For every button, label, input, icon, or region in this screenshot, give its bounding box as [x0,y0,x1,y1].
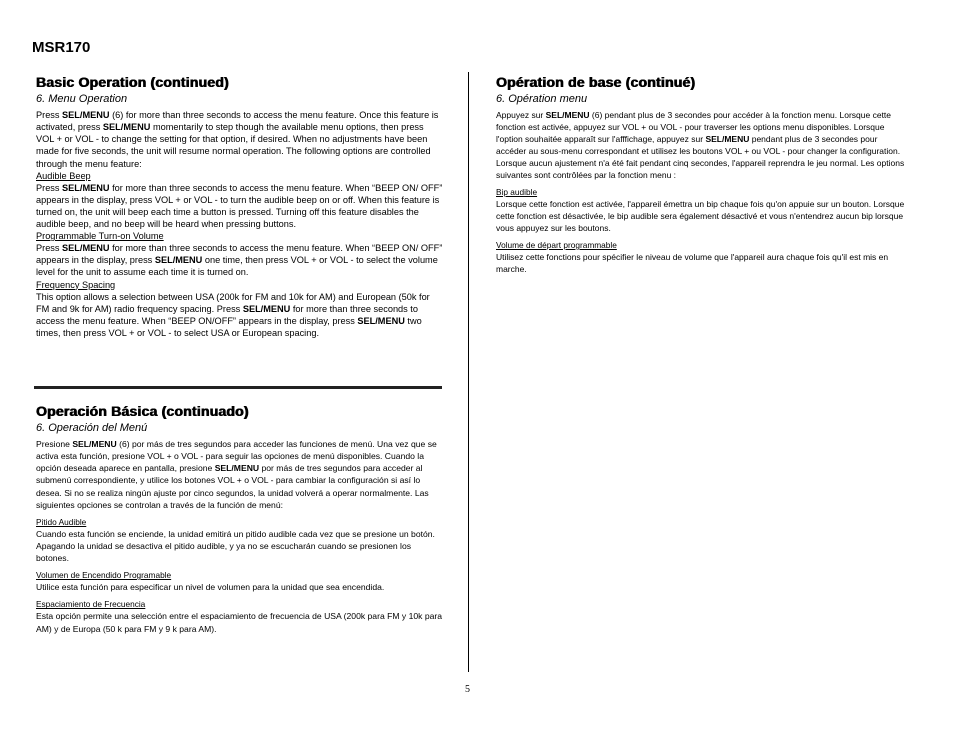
column-divider [468,72,469,672]
french-section [496,76,908,275]
model-name: MSR170 [32,39,91,56]
spanish-turnon-text: Utilice esta función para especificar un nivel de volumen para la unidad que sea encendida. [36,582,385,593]
spanish-section [36,405,444,635]
french-beep-text: Lorsque cette fonction est activée, l'appareil émettra un bip chaque fois qu'on appuie sur un bouton. Lorsque cette fonction est désactivée, le bip audible sera également désactivé et vous n'entendrez aucun bip lorsque vous appuyez sur les boutons. [496,199,905,233]
english-beep-title: Audible Beep [36,170,91,181]
english-spacing-title: Frequency Spacing [36,279,116,290]
spanish-spacing-title: Espaciamiento de Frecuencia [36,599,146,610]
spanish-turnon-title: Volumen de Encendido Programable [36,570,172,581]
english-subheading: 6. Menu Operation [36,93,128,106]
section-divider [34,386,442,389]
spanish-spacing-text: Esta opción permite una selección entre el espaciamiento de frecuencia de USA (200k para FM y 10k para AM) y de Europa (50 k para FM y 9 k para AM). [36,611,443,634]
spanish-beep-text: Cuando esta función se enciende, la unidad emitirá un pitido audible cada vez que se presione un botón. Apagando la unidad se desactiva el pitido audible, y ya no se escucharán cuando se presionen los botones. [36,528,435,564]
english-beep-text: Press SEL/MENU for more than three seconds to access the menu feature. When “BEEP ON/ OFF” appears in the display, press VOL + or VOL - to turn the audible beep on or off. When this feature is turned on, the unit will beep each time a button is pressed. Turning off this feature disables the audible beep, and no beep will be heard when pressing buttons. [36,182,443,230]
english-intro: Press SEL/MENU (6) for more than three seconds to access the menu feature. Once this feature is activated, press SEL/MENU momentarily to step though the available menu options, then press VOL + or VOL - to change the setting for that option, if desired. When no adjustments have been made for five seconds, the unit will resume normal operation. The following options are controlled through the menu feature: [36,110,439,169]
spanish-beep-title: Pitido Audible [36,516,87,527]
english-turnon-text: Press SEL/MENU for more than three seconds to access the menu feature. When “BEEP ON/ OFF” appears in the display, press SEL/MENU one time, then press VOL + or VOL - to select the volume level for the unit to assume each time it is turned on. [36,243,443,278]
spanish-intro: Presione SEL/MENU (6) por más de tres segundos para acceder las funciones de menú. Una vez que se activa esta función, presione VOL + o VOL - para seguir las opciones de menú disponibles. Cuando la opción deseada aparece en pantalla, presione SEL/MENU por más de tres segundos para acceder al submenú correspondiente, y utilice los botones VOL + o VOL - para cambiar la configuración si así lo desea. Si no se realiza ningún ajuste por cinco segundos, la unidad volverá a operar normalmente. Las siguientes opciones se controlan a través de la función de menú: [36,439,437,510]
spanish-subheading: 6. Operación del Menú [36,422,148,435]
english-turnon-title: Programmable Turn-on Volume [36,231,164,242]
spanish-heading: Operación Básica (continuado) [36,403,249,419]
english-heading: Basic Operation (continued) [36,74,229,90]
french-beep-title: Bip audible [496,187,538,197]
french-turnon-text: Utilisez cette fonctions pour spécifier le niveau de volume que l'appareil aura chaque fois qu'il est mis en marche. [496,252,889,274]
french-intro: Appuyez sur SEL/MENU (6) pendant plus de 3 secondes pour accéder à la fonction menu. Lorsque cette fonction est activée, appuyez sur VOL + ou VOL - pour traverser les options menu disponibles. Lorsque l'option souhaitée apparaît sur l'afffichage, appuyez sur SEL/MENU pendant plus de 3 secondes pour accéder au sous-menu correspondant et utilisez les boutons VOL + ou VOL - pour changer la configuration. Lorsque aucun ajustement n'a été fait pendant cinq secondes, l'appareil reprendra le jeu normal. Les options suivantes sont contrôlées par la fonction menu : [496,110,905,180]
english-section [36,76,444,339]
french-turnon-title: Volume de départ programmable [496,240,617,250]
english-spacing-text: This option allows a selection between USA (200k for FM and 10k for AM) and European (50k for FM and 9k for AM) radio frequency spacing. Press SEL/MENU for more than three seconds to access the menu feature. When “BEEP ON/OFF” appears in the display, press SEL/MENU two times, then press VOL + or VOL - to select USA or European spacing. [36,291,430,338]
french-subheading: 6. Opération menu [496,93,588,105]
page-number: 5 [465,684,470,695]
french-heading: Opération de base (continué) [496,74,696,90]
